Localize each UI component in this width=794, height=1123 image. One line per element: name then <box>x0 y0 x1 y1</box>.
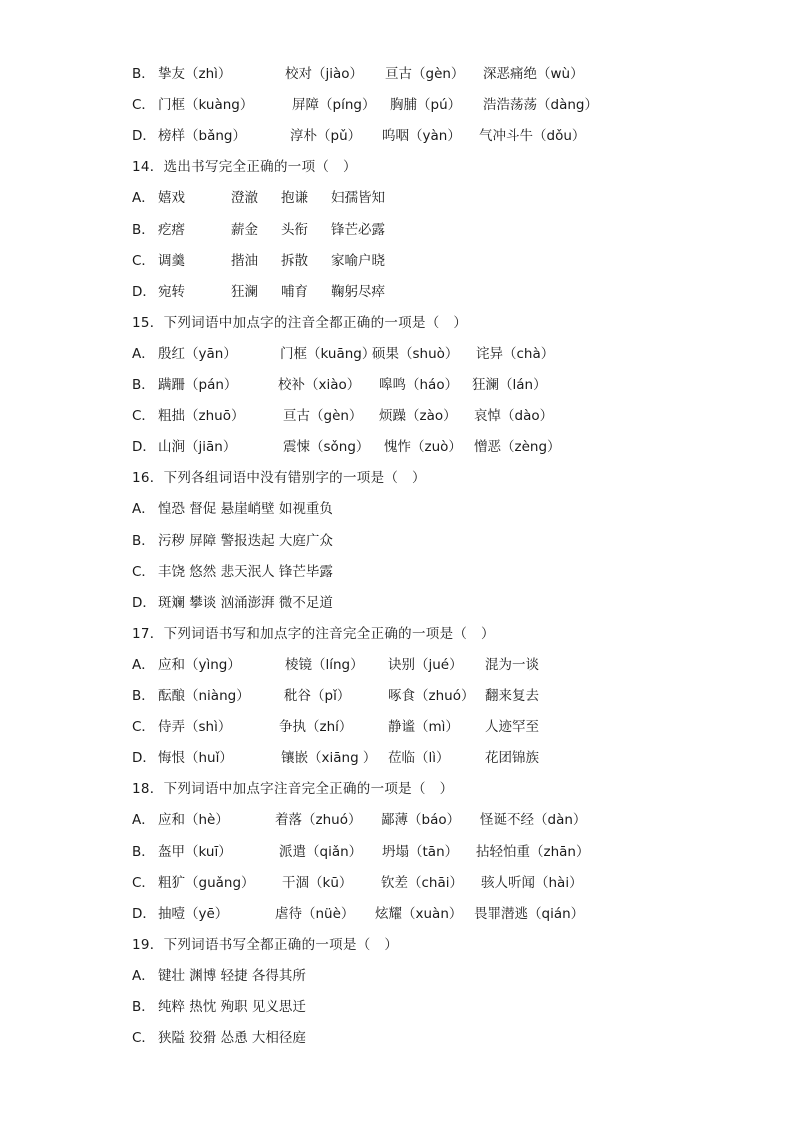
option-item: 争执（zhí） <box>279 719 353 736</box>
option-item: 硕果（shuò） <box>372 345 459 362</box>
option-item: 愧怍（zuò） <box>384 439 462 456</box>
option-label: D． <box>132 128 156 145</box>
option-item: 应和（hè） <box>158 812 229 829</box>
option-item: 蹒跚（pán） <box>158 377 238 393</box>
option-label: B． <box>132 843 155 860</box>
option-item: 人迹罕至 <box>485 719 539 736</box>
option-item: 烦躁（zào） <box>379 408 457 425</box>
option-label: C． <box>132 563 155 580</box>
option-label: C． <box>132 97 155 114</box>
option-item: 哺育 <box>281 283 308 300</box>
option-item: 丰饶 悠然 悲天泯人 锋芒毕露 <box>158 563 333 580</box>
option-item: 翻来复去 <box>485 688 539 704</box>
option-item: 狭隘 狡猾 怂恿 大相径庭 <box>158 1030 306 1047</box>
option-item: 头衔 <box>281 221 308 238</box>
option-label: B． <box>132 66 155 82</box>
option-item: 着落（zhuó） <box>275 812 362 829</box>
option-item: 畏罪潜逃（qián） <box>474 905 585 922</box>
question-text: 18．下列词语中加点字注音完全正确的一项是（ ） <box>132 781 454 798</box>
option-label: D． <box>132 750 156 767</box>
option-item: 派遣（qiǎn） <box>279 843 363 860</box>
option-item: 锋芒必露 <box>331 221 385 238</box>
option-item: 榜样（bǎng） <box>158 128 246 145</box>
option-item: 殷红（yān） <box>158 345 237 362</box>
option-item: 澄澈 <box>231 190 258 207</box>
option-item: 校补（xiào） <box>278 377 361 393</box>
option-item: 骇人听闻（hài） <box>481 874 583 891</box>
option-item: 鄙薄（báo） <box>381 812 461 829</box>
option-item: 哀悼（dào） <box>474 408 554 425</box>
option-item: 干涸（kū） <box>282 874 353 891</box>
option-item: 门框（kuāng） <box>280 345 376 362</box>
option-item: 斑斓 攀谈 汹涌澎湃 微不足道 <box>158 594 333 611</box>
option-item: 深恶痛绝（wù） <box>483 66 584 82</box>
option-item: 混为一谈 <box>485 656 539 673</box>
option-item: 呜咽（yàn） <box>382 128 461 145</box>
option-item: 狂澜（lán） <box>472 377 547 393</box>
option-item: 亘古（gèn） <box>283 408 363 425</box>
option-item: 抱谦 <box>281 190 308 207</box>
option-label: A． <box>132 190 155 207</box>
question-text: 14．选出书写完全正确的一项（ ） <box>132 159 357 176</box>
option-label: A． <box>132 812 155 829</box>
option-item: 啄食（zhuó） <box>388 688 475 704</box>
option-label: C． <box>132 719 155 736</box>
option-item: 花团锦族 <box>485 750 539 767</box>
option-item: 狂澜 <box>231 283 258 300</box>
option-item: 屏障（píng） <box>292 97 376 114</box>
option-item: 胸脯（pú） <box>390 97 462 114</box>
option-item: 棱镜（líng） <box>285 656 364 673</box>
option-item: 挚友（zhì） <box>158 66 232 82</box>
option-item: 拈轻怕重（zhān） <box>476 843 590 860</box>
option-item: 淳朴（pǔ） <box>290 128 362 145</box>
option-item: 炫耀（xuàn） <box>375 905 463 922</box>
option-item: 拆散 <box>281 252 308 269</box>
option-item: 妇孺皆知 <box>331 190 385 207</box>
option-item: 惶恐 督促 悬崖峭壁 如视重负 <box>158 501 333 518</box>
option-item: 镶嵌（xiāng ） <box>281 750 377 767</box>
option-label: B． <box>132 688 155 704</box>
option-item: 键壮 渊博 轻捷 各得其所 <box>158 967 306 984</box>
option-item: 亘古（gèn） <box>385 66 465 82</box>
option-item: 应和（yìng） <box>158 656 241 673</box>
option-item: 震悚（sǒng） <box>283 439 370 456</box>
option-label: C． <box>132 1030 155 1047</box>
option-label: A． <box>132 501 155 518</box>
option-item: 宛转 <box>158 283 185 300</box>
option-item: 门框（kuàng） <box>158 97 254 114</box>
option-item: 粗拙（zhuō） <box>158 408 245 425</box>
option-label: D． <box>132 439 156 456</box>
option-item: 粗犷（guǎng） <box>158 874 255 891</box>
option-item: 校对（jiào） <box>285 66 364 82</box>
option-item: 侍弄（shì） <box>158 719 232 736</box>
option-label: A． <box>132 656 155 673</box>
option-label: D． <box>132 283 156 300</box>
option-item: 怪诞不经（dàn） <box>480 812 587 829</box>
option-item: 嗥鸣（háo） <box>379 377 459 393</box>
question-text: 16．下列各组词语中没有错别字的一项是（ ） <box>132 470 426 487</box>
option-label: A． <box>132 967 155 984</box>
question-text: 15．下列词语中加点字的注音全都正确的一项是（ ） <box>132 314 468 331</box>
option-item: 诧异（chà） <box>476 345 555 362</box>
option-label: C． <box>132 408 155 425</box>
option-label: D． <box>132 905 156 922</box>
option-item: 揩油 <box>231 252 258 269</box>
question-text: 17．下列词语书写和加点字的注音完全正确的一项是（ ） <box>132 625 495 642</box>
option-item: 静谧（mì） <box>388 719 459 736</box>
question-text: 19．下列词语书写全都正确的一项是（ ） <box>132 936 399 953</box>
option-label: C． <box>132 874 155 891</box>
option-label: B． <box>132 999 155 1015</box>
option-label: C． <box>132 252 155 269</box>
option-item: 浩浩荡荡（dàng） <box>483 97 598 114</box>
option-item: 莅临（lì） <box>388 750 450 767</box>
option-item: 盔甲（kuī） <box>158 843 232 860</box>
option-item: 坍塌（tān） <box>382 843 459 860</box>
option-label: B． <box>132 377 155 393</box>
option-label: B． <box>132 221 155 238</box>
option-item: 悔恨（huǐ） <box>158 750 233 767</box>
option-item: 嬉戏 <box>158 190 185 207</box>
option-item: 家喻户晓 <box>331 252 385 269</box>
option-item: 酝酿（niàng） <box>158 688 250 704</box>
option-item: 憎恶（zèng） <box>474 439 561 456</box>
option-label: A． <box>132 345 155 362</box>
option-item: 秕谷（pǐ） <box>284 688 351 704</box>
option-item: 诀别（jué） <box>388 656 463 673</box>
option-item: 污秽 屏障 警报迭起 大庭广众 <box>158 532 333 549</box>
option-item: 薪金 <box>231 221 258 238</box>
option-item: 钦差（chāi） <box>381 874 464 891</box>
option-item: 疙瘩 <box>158 221 185 238</box>
option-label: D． <box>132 594 156 611</box>
option-item: 鞠躬尽瘁 <box>331 283 385 300</box>
option-item: 虐待（nüè） <box>275 905 355 922</box>
option-label: B． <box>132 532 155 549</box>
option-item: 抽噎（yē） <box>158 905 229 922</box>
option-item: 气冲斗牛（dǒu） <box>479 128 586 145</box>
option-item: 调羹 <box>158 252 185 269</box>
option-item: 纯粹 热忱 殉职 见义思迁 <box>158 999 306 1015</box>
option-item: 山涧（jiān） <box>158 439 237 456</box>
